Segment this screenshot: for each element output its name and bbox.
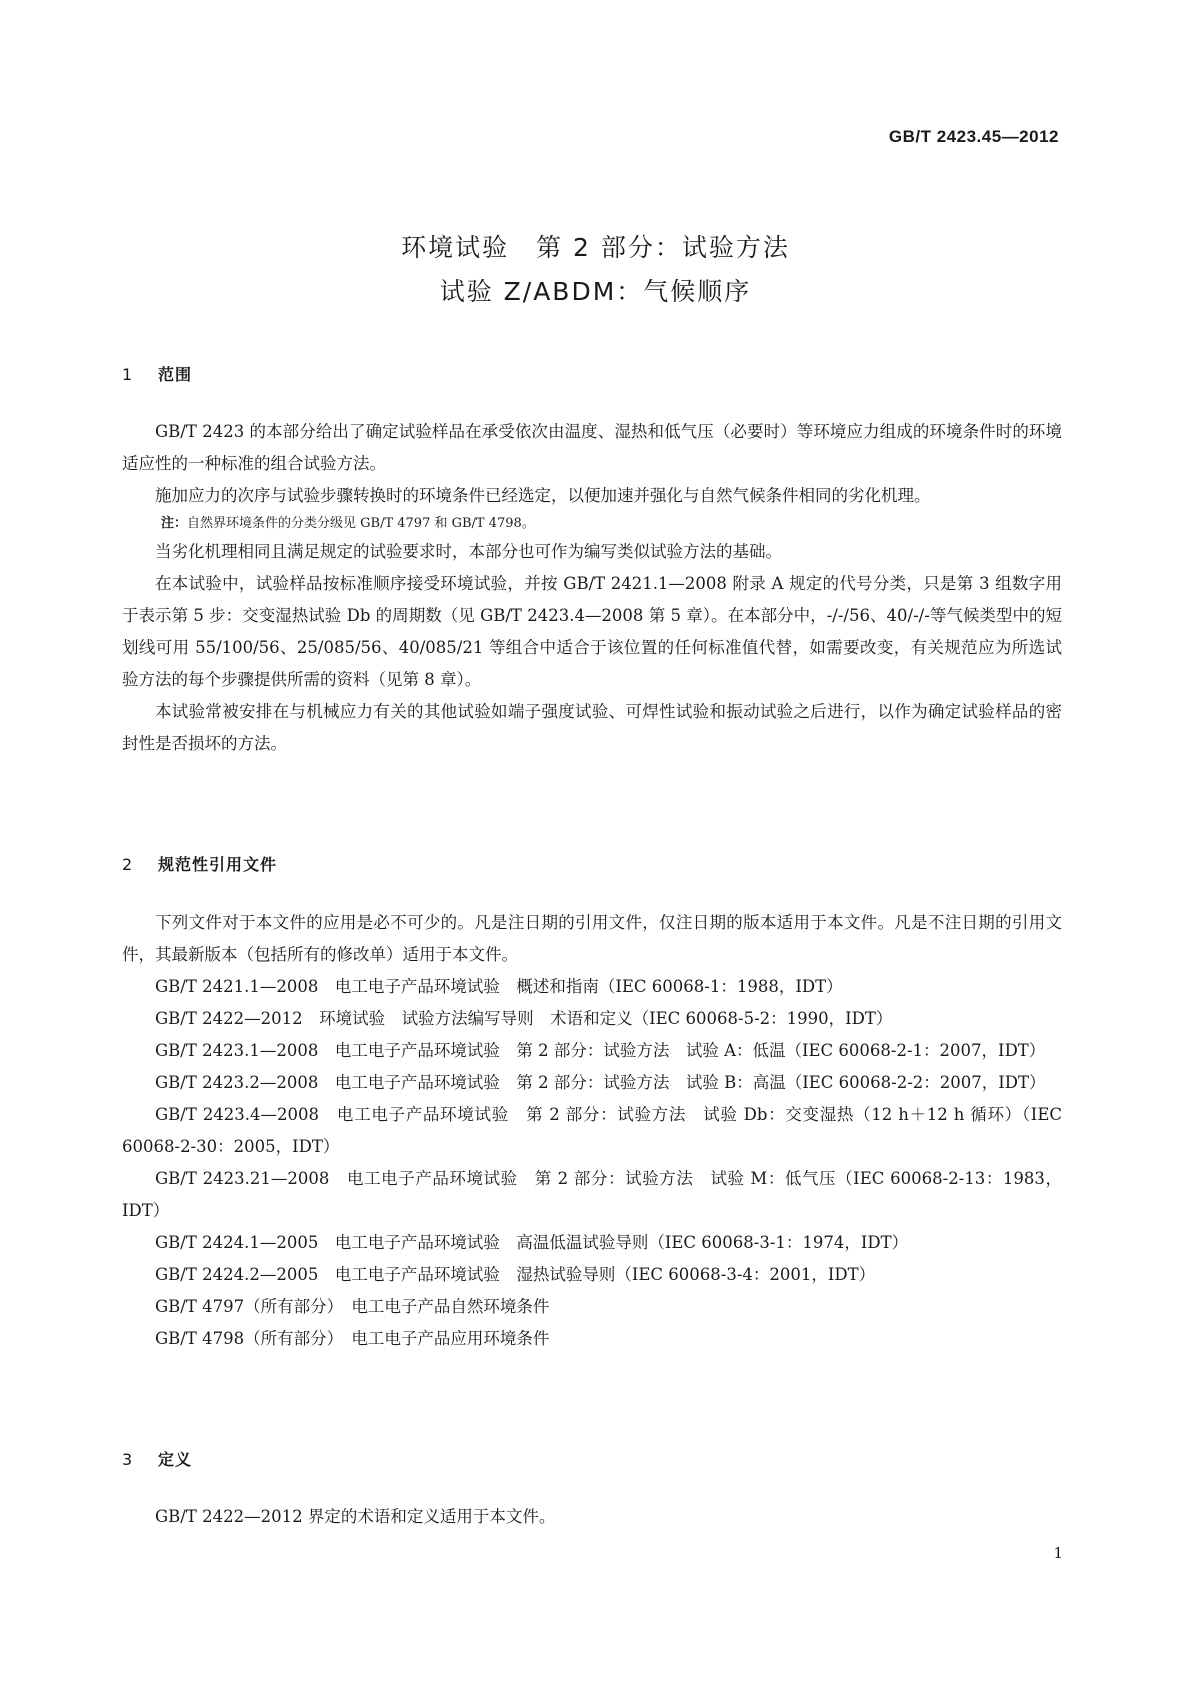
reference-item: GB/T 2424.1—2005 电工电子产品环境试验 高温低温试验导则（IEC 60068-3-1：1974，IDT） bbox=[155, 1233, 909, 1252]
page-number: 1 bbox=[1053, 1544, 1063, 1562]
note-label: 注： bbox=[161, 516, 188, 531]
paragraph: GB/T 2423 的本部分给出了确定试验样品在承受依次由温度、湿热和低气压（必要时）等环境应力组成的环境条件时的环境适应性的一种标准的组合试验方法。 bbox=[122, 422, 1062, 473]
reference-item: GB/T 2422—2012 环境试验 试验方法编写导则 术语和定义（IEC 60068-5-2：1990，IDT） bbox=[155, 1009, 893, 1028]
reference-item: GB/T 2423.1—2008 电工电子产品环境试验 第 2 部分：试验方法 试验 A：低温（IEC 60068-2-1：2007，IDT） bbox=[155, 1041, 1046, 1060]
section-2-body bbox=[122, 907, 1062, 1355]
reference-item: GB/T 2421.1—2008 电工电子产品环境试验 概述和指南（IEC 60068-1：1988，IDT） bbox=[155, 977, 843, 996]
reference-item: GB/T 2423.4—2008 电工电子产品环境试验 第 2 部分：试验方法 试验 Db：交变湿热（12 h＋12 h 循环）（IEC 60068-2-30：2005，IDT） bbox=[122, 1105, 1062, 1156]
paragraph: 在本试验中，试验样品按标准顺序接受环境试验，并按 GB/T 2421.1—2008 附录 A 规定的代号分类，只是第 3 组数字用于表示第 5 步：交变湿热试验 Db 的周期数（见 GB/T 2423.4—2008 第 5 章）。在本部分中，-/-/56、40/-/-等气候类型中的短划线可用 55/100/56、25/085/56、40/085/21 等组合中适合于该位置的任何标准值代替，如需要改变，有关规范应为所选试验方法的每个步骤提供所需的资料（见第 8 章）。 bbox=[122, 574, 1062, 689]
document-title-line-1: 环境试验 第 2 部分：试验方法 bbox=[401, 233, 790, 262]
paragraph: GB/T 2422—2012 界定的术语和定义适用于本文件。 bbox=[155, 1507, 556, 1526]
paragraph: 当劣化机理相同且满足规定的试验要求时，本部分也可作为编写类似试验方法的基础。 bbox=[155, 542, 782, 561]
section-number: 1 bbox=[122, 365, 134, 384]
reference-item: GB/T 4798（所有部分） 电工电子产品应用环境条件 bbox=[155, 1329, 550, 1348]
paragraph: 施加应力的次序与试验步骤转换时的环境条件已经选定，以便加速并强化与自然气候条件相同的劣化机理。 bbox=[155, 486, 931, 505]
section-number: 2 bbox=[122, 855, 134, 874]
section-1-body bbox=[122, 416, 1062, 760]
section-title: 定义 bbox=[158, 1450, 193, 1469]
reference-item: GB/T 2424.2—2005 电工电子产品环境试验 湿热试验导则（IEC 60068-3-4：2001，IDT） bbox=[155, 1265, 876, 1284]
section-3-heading bbox=[122, 1447, 192, 1470]
document-title-line-2: 试验 Z/ABDM：气候顺序 bbox=[439, 277, 752, 306]
paragraph: 下列文件对于本文件的应用是必不可少的。凡是注日期的引用文件，仅注日期的版本适用于本文件。凡是不注日期的引用文件，其最新版本（包括所有的修改单）适用于本文件。 bbox=[122, 913, 1062, 964]
standard-number: GB/T 2423.45—2012 bbox=[888, 127, 1059, 146]
note bbox=[122, 512, 1062, 536]
section-2-heading bbox=[122, 852, 277, 875]
reference-item: GB/T 4797（所有部分） 电工电子产品自然环境条件 bbox=[155, 1297, 550, 1316]
section-3-body bbox=[122, 1501, 1062, 1533]
section-title: 范围 bbox=[158, 365, 193, 384]
paragraph: 本试验常被安排在与机械应力有关的其他试验如端子强度试验、可焊性试验和振动试验之后进行，以作为确定试验样品的密封性是否损坏的方法。 bbox=[122, 702, 1062, 753]
note-text: 自然界环境条件的分类分级见 GB/T 4797 和 GB/T 4798。 bbox=[187, 516, 535, 531]
section-1-heading bbox=[122, 362, 192, 385]
section-title: 规范性引用文件 bbox=[158, 855, 278, 874]
reference-item: GB/T 2423.2—2008 电工电子产品环境试验 第 2 部分：试验方法 试验 B：高温（IEC 60068-2-2：2007，IDT） bbox=[155, 1073, 1046, 1092]
section-number: 3 bbox=[122, 1450, 134, 1469]
reference-item: GB/T 2423.21—2008 电工电子产品环境试验 第 2 部分：试验方法 试验 M：低气压（IEC 60068-2-13：1983，IDT） bbox=[122, 1169, 1062, 1220]
